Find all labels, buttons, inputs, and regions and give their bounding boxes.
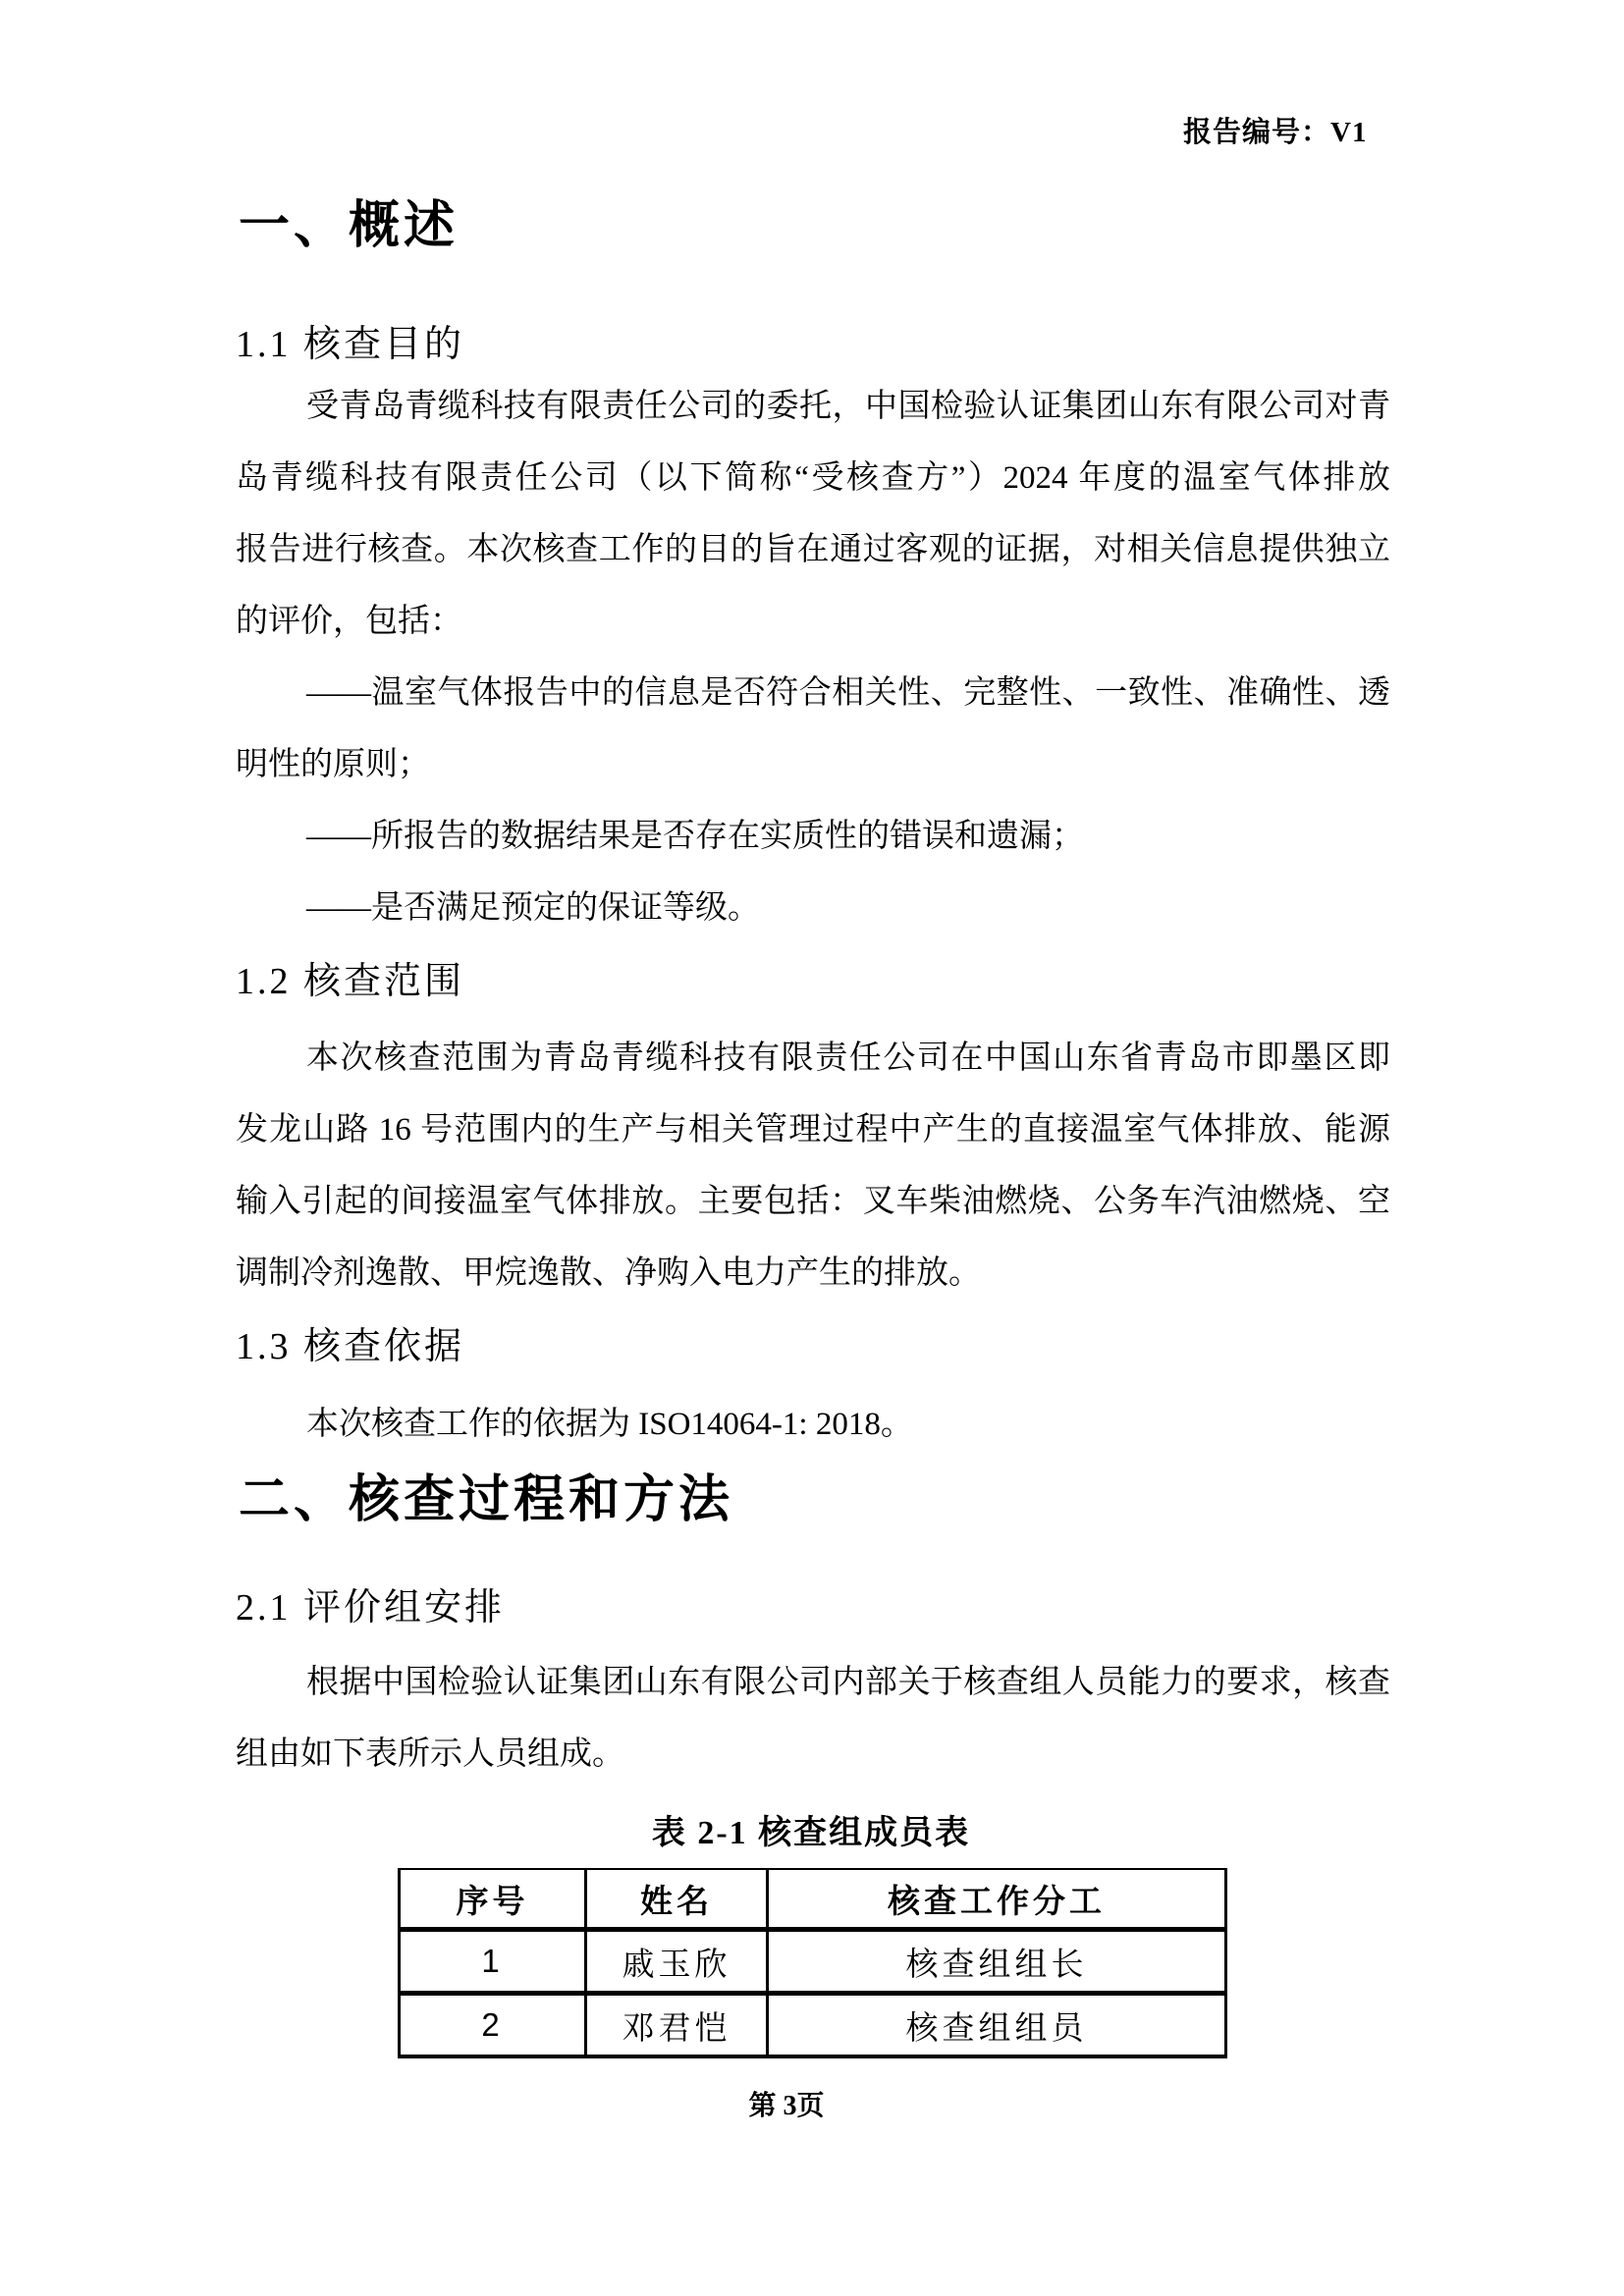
table-row: [400, 1994, 1226, 2057]
col-header-name: 姓名: [586, 1869, 768, 1930]
page-footer: 第 3页: [748, 2091, 825, 2121]
section-1-3-title: 1.3 核查依据: [236, 1326, 465, 1367]
paragraph-line: 输入引起的间接温室气体排放。主要包括：叉车柴油燃烧、公务车汽油燃烧、空: [236, 1184, 1390, 1219]
col-header-role: 核查工作分工: [768, 1869, 1226, 1930]
paragraph-line: 报告进行核查。本次核查工作的目的旨在通过客观的证据，对相关信息提供独立: [236, 532, 1390, 567]
heading-overview: 一、概述: [239, 198, 460, 254]
paragraph-line: ——是否满足预定的保证等级。: [306, 890, 760, 926]
verification-team-table: [398, 1868, 1227, 2058]
section-1-2-title: 1.2 核查范围: [236, 961, 465, 1002]
section-1-1-title: 1.1 核查目的: [236, 324, 465, 365]
cell-name: 戚玉欣: [586, 1930, 768, 1994]
cell-role: 核查组组员: [768, 1994, 1226, 2057]
paragraph-line: 根据中国检验认证集团山东有限公司内部关于核查组人员能力的要求，核查: [306, 1665, 1390, 1700]
paragraph-line: 岛青缆科技有限责任公司（以下简称“受核查方”）2024 年度的温室气体排放: [236, 460, 1390, 496]
cell-index: 1: [400, 1930, 586, 1994]
table-header-row: [400, 1869, 1226, 1930]
cell-index: 2: [400, 1994, 586, 2057]
table-caption: 表 2-1 核查组成员表: [651, 1815, 971, 1851]
paragraph-line: 本次核查工作的依据为 ISO14064-1: 2018。: [306, 1407, 913, 1442]
paragraph-line: 本次核查范围为青岛青缆科技有限责任公司在中国山东省青岛市即墨区即: [306, 1041, 1390, 1076]
report-number: 报告编号：V1: [1183, 117, 1368, 148]
paragraph-line: ——所报告的数据结果是否存在实质性的错误和遗漏；: [306, 819, 1084, 854]
paragraph-line: 调制冷剂逸散、甲烷逸散、净购入电力产生的排放。: [236, 1255, 981, 1291]
cell-role: 核查组组长: [768, 1930, 1226, 1994]
paragraph-line: 组由如下表所示人员组成。: [236, 1736, 624, 1772]
section-2-1-title: 2.1 评价组安排: [236, 1587, 506, 1629]
paragraph-line: ——温室气体报告中的信息是否符合相关性、完整性、一致性、准确性、透: [306, 675, 1390, 711]
col-header-index: 序号: [400, 1869, 586, 1930]
heading-process-method: 二、核查过程和方法: [239, 1472, 734, 1528]
paragraph-line: 明性的原则；: [236, 747, 430, 782]
paragraph-line: 发龙山路 16 号范围内的生产与相关管理过程中产生的直接温室气体排放、能源: [236, 1112, 1390, 1148]
paragraph-line: 的评价，包括：: [236, 604, 462, 639]
cell-name: 邓君恺: [586, 1994, 768, 2057]
table-row: [400, 1930, 1226, 1994]
paragraph-line: 受青岛青缆科技有限责任公司的委托，中国检验认证集团山东有限公司对青: [306, 389, 1390, 424]
